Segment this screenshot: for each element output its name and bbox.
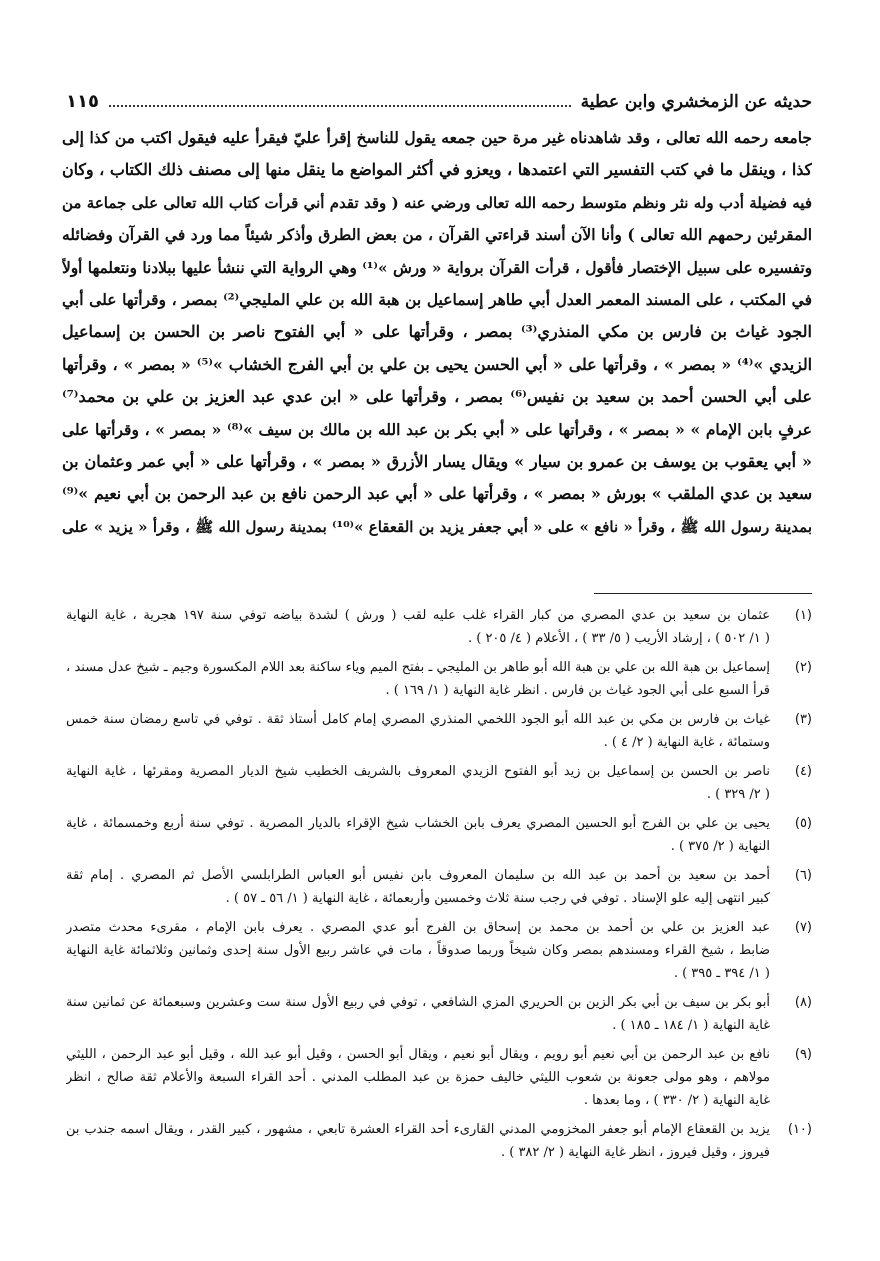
- footnote-number: (٧): [794, 920, 812, 935]
- footnote-number: (٨): [794, 995, 812, 1010]
- footnote-line: غياث بن فارس بن مكي بن عبد الله أبو الجود اللخمي المنذري المصري إمام كامل أستاذ ثقة . توفي في تاسع رمضان سنة خمس: [66, 712, 770, 727]
- body-line: عرفٍ بابن الإمام » « بمصر » ، وقرأتها على « أبي بكر بن عبد الله بن مالك بن سيف »⁽⁸⁾ « بمصر » ، وقرأتها على: [62, 419, 812, 439]
- body-line: في المكتب ، على المسند المعمر العدل أبي طاهر إسماعيل بن هبة الله بن علي المليجي⁽²⁾ بمصر ، وقرأتها على أبي: [62, 290, 812, 310]
- footnote-separator: [594, 593, 812, 594]
- footnote-line: قرأ السبع على أبي الجود غياث بن فارس . انظر غاية النهاية ( ١/ ١٦٩ ) .: [385, 683, 770, 698]
- main-text: [62, 122, 812, 543]
- footnote-text: [66, 708, 770, 754]
- body-line: الجود غياث بن فارس بن مكي المنذري⁽³⁾ بمصر ، وقرأتها على « أبي الفتوح ناصر بن الحسن بن إسماعيل: [62, 322, 812, 342]
- footnote-line: ضابط ، شيخ القراء ومسندهم بمصر وكان شيخاً وربما صدوقاً ، مات في عاشر ربيع الأول سنة إحدى وثمانين وثلاثمائة غاية النهاية: [66, 943, 770, 958]
- footnote-line: غاية النهاية ( ٢/ ٣٣٠ ) ، وما بعدها .: [583, 1093, 770, 1108]
- footnote-4: [66, 760, 814, 806]
- body-line: المقرئين رحمهم الله تعالى ) وأنا الآن أسند قراءتي القرآن ، من بعض الطرق وأذكر شيئاً مما ورد في القرآن وفضائله: [62, 225, 812, 245]
- footnote-line: ( ١/ ٥٠٢ ) ، إرشاد الأريب ( ٥/ ٣٣ ) ، الأعلام ( ٤/ ٢٠٥ ) .: [467, 631, 770, 646]
- header-title: حديثه عن الزمخشري وابن عطية: [580, 92, 812, 112]
- body-line: فيه فضيلة أدب وله نثر ونظم متوسط رحمه الله تعالى ورضي عنه ( وقد تقدم أني قرأت كتاب الله تعالى على جماعة من: [62, 193, 812, 212]
- footnote-line: ( ١/ ٣٩٤ ـ ٣٩٥ ) .: [673, 966, 770, 981]
- footnote-line: ناصر بن الحسن بن إسماعيل بن زيد أبو الفتوح الزيدي المعروف بالشريف الخطيب شيخ الديار المصرية ومقرئها ، غاية النهاية: [66, 764, 770, 779]
- footnote-text: [66, 916, 770, 985]
- body-line: الزيدي »⁽⁴⁾ « بمصر » ، وقرأتها على « أبي الحسن يحيى بن علي بن أبي الفرج الخشاب »⁽⁵⁾ « بمصر » ، وقرأتها: [62, 354, 812, 374]
- footnote-number: (٤): [794, 764, 812, 779]
- footnote-line: أحمد بن سعيد بن أحمد بن عبد الله بن سليمان المعروف بابن نفيس أبو العباس الطرابلسي الأصل ثم المصري . إمام ثقة: [66, 868, 770, 883]
- footnote-8: [66, 991, 814, 1037]
- footnote-7: [66, 916, 814, 985]
- body-line: جامعه رحمه الله تعالى ، وقد شاهدناه غير مرة حين جمعه يقول للناسخ إقرأ عليّ فيقرأ عليه فيقول اكتب من كذا إلى: [62, 128, 812, 147]
- footnote-number: (٥): [794, 816, 812, 831]
- footnote-text: [66, 864, 770, 910]
- footnote-line: أبو بكر بن سيف بن أبي بكر الزين بن الحريري المزي الشافعي ، توفي في ربيع الأول سنة ست وعشرين وسبعمائة عن ثمانين سنة: [66, 995, 770, 1010]
- footnote-text: [66, 1118, 770, 1164]
- body-line: سعيد بن عدي الملقب » بورش « بمصر » ، وقرأتها على « أبي عبد الرحمن نافع بن عبد الرحمن بن أبي نعيم »⁽⁹⁾: [62, 484, 812, 504]
- footnote-6: [66, 864, 814, 910]
- footnote-line: كبير انتهى إليه علو الإسناد . توفي في رجب سنة ثلاث وخمسين وأربعمائة ، غاية النهاية ( ١/ ٥٦ ـ ٥٧ ) .: [225, 891, 770, 906]
- footnote-text: [66, 991, 770, 1037]
- footnote-line: نافع بن عبد الرحمن بن أبي نعيم أبو رويم ، ويقال أبو نعيم ، ويقال أبو الحسن ، وقيل أبو عبد الله ، وقيل أبو عبد الرحمن ، الليثي: [66, 1047, 770, 1062]
- body-line: « أبي يعقوب بن يوسف بن عمرو بن سيار » ويقال يسار الأزرق « بمصر » ، وقرأتها على « أبي عمر وعثمان بن: [62, 452, 812, 472]
- footnote-line: غاية النهاية ( ١/ ١٨٤ ـ ١٨٥ ) .: [612, 1018, 770, 1033]
- body-line: بمدينة رسول الله ﷺ ، وقرأ « نافع » على « أبي جعفر يزيد بن القعقاع »⁽¹⁰⁾ بمدينة رسول الله ﷺ ، وقرأ « يزيد » على: [62, 517, 812, 536]
- body-line: كذا ، وينقل ما في كتب التفسير التي اعتمدها ، ويعزو في أكثر المواضع ما ينقل منها إلى مصنف ذلك الكتاب ، وكان: [62, 160, 812, 180]
- footnote-number: (٢): [794, 660, 812, 675]
- footnote-text: [66, 1043, 770, 1112]
- footnote-line: يحيى بن علي بن الفرج أبو الحسين المصري يعرف بابن الخشاب شيخ الإقراء بالديار المصرية . توفي سنة أربع وخمسمائة ، غاية: [66, 816, 770, 831]
- page-number: ١١٥: [66, 91, 99, 112]
- footnote-text: [66, 604, 770, 650]
- footnote-10: [66, 1118, 814, 1164]
- footnote-number: (٣): [794, 712, 812, 727]
- footnote-9: [66, 1043, 814, 1112]
- footnote-number: (١٠): [787, 1122, 812, 1137]
- footnote-line: ( ٢/ ٣٢٩ ) .: [706, 787, 770, 802]
- footnote-number: (١): [794, 608, 812, 623]
- body-line: على أبي الحسن أحمد بن سعيد بن نفيس⁽⁶⁾ بمصر ، وقرأتها على « ابن عدي عبد العزيز بن علي بن محمد⁽⁷⁾: [62, 387, 812, 407]
- footnote-line: وستمائة ، غاية النهاية ( ٢/ ٤ ) .: [603, 735, 770, 750]
- footnote-line: يزيد بن القعقاع الإمام أبو جعفر المخزومي المدني القارىء أحد القراء العشرة تابعي ، مشهور ، كبير القدر ، ويقال اسمه جندب بن: [66, 1122, 770, 1137]
- footnote-3: [66, 708, 814, 754]
- footnote-line: مولاهم ، وهو مولى جعونة بن شعوب الليثي خاليف حمزة بن عبد المطلب المدني . أحد القراء السبعة والأعلام ثقة صالح ، انظر: [66, 1070, 770, 1085]
- footnote-line: النهاية ( ٢/ ٣٧٥ ) .: [670, 839, 770, 854]
- footnote-number: (٦): [794, 868, 812, 883]
- header-leader-dots: [109, 105, 571, 107]
- body-line: وتفسيره على سبيل الإختصار فأقول ، قرأت القرآن برواية « ورش »⁽¹⁾ وهي الرواية التي ننشأ عليها ببلادنا ونتعلمها أولاً: [62, 258, 812, 277]
- footnotes: [66, 604, 814, 1170]
- footnote-text: [66, 812, 770, 858]
- footnote-line: عبد العزيز بن علي بن أحمد بن محمد بن إسحاق بن الفرج أبو عدي المصري . يعرف بابن الإمام ، مقرىء محدث متصدر: [66, 920, 770, 935]
- footnote-1: [66, 604, 814, 650]
- footnote-5: [66, 812, 814, 858]
- footnote-number: (٩): [794, 1047, 812, 1062]
- footnote-text: [66, 656, 770, 702]
- footnote-2: [66, 656, 814, 702]
- running-header: [66, 82, 812, 116]
- footnote-text: [66, 760, 770, 806]
- footnote-line: فيروز ، وقيل فيروز ، انظر غاية النهاية ( ٢/ ٣٨٢ ) .: [500, 1145, 770, 1160]
- footnote-line: إسماعيل بن هبة الله بن علي بن هبة الله أبو طاهر بن المليجي ـ بفتح الميم وياء ساكنة بعد اللام المكسورة وجيم ـ شيخ عدل مسند ،: [66, 660, 770, 675]
- footnote-line: عثمان بن سعيد بن عدي المصري من كبار القراء غلب عليه لقب ( ورش ) لشدة بياضه توفي سنة ١٩٧ هجرية ، غاية النهاية: [66, 608, 770, 623]
